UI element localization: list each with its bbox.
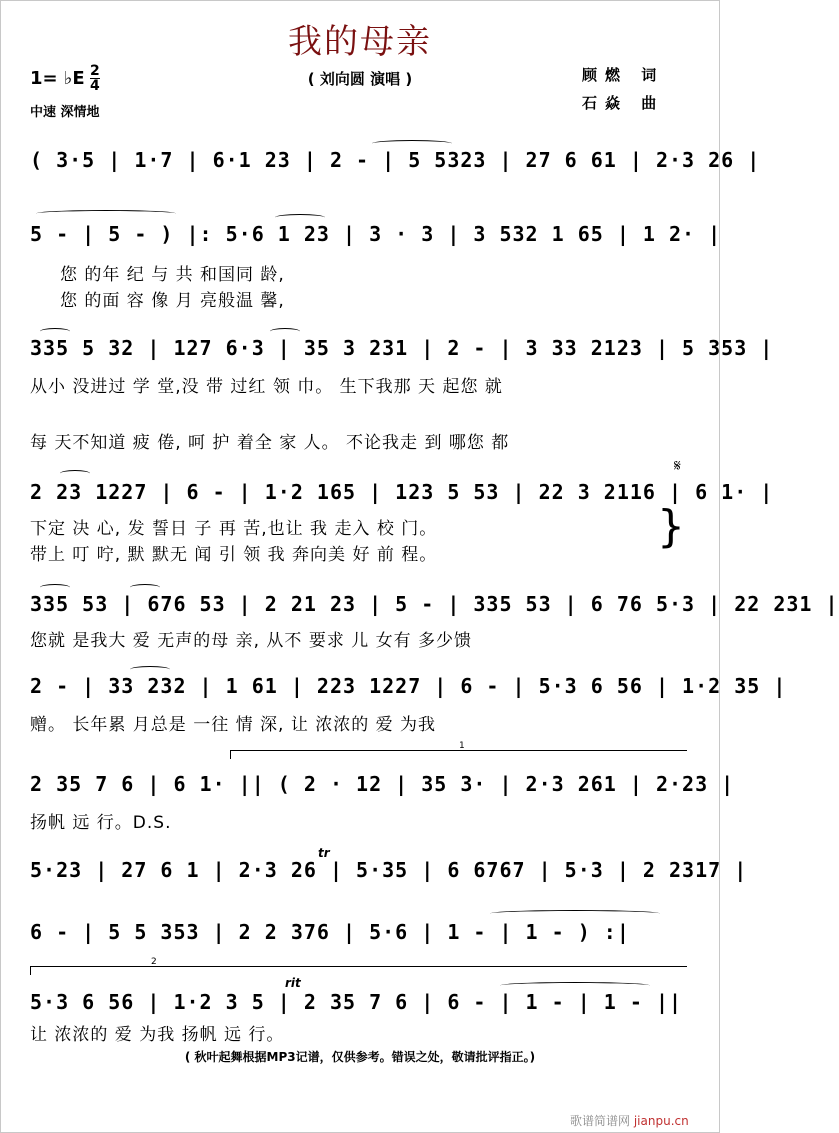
- tie: [490, 910, 660, 917]
- slur: [40, 584, 70, 591]
- lyric-row-4-verse-2: 带上 叮 咛, 默 默无 闻 引 领 我 奔向美 好 前 程。: [30, 545, 438, 565]
- composer-credit: 石焱 曲: [582, 94, 665, 112]
- lyric-row-6-verse-1: 赠。 长年累 月总是 一往 情 深, 让 浓浓的 爱 为我: [30, 715, 437, 735]
- slur: [270, 328, 300, 335]
- volta-bracket-1: [230, 741, 687, 759]
- time-signature-top: 2: [90, 63, 100, 79]
- ritardando-mark: rit: [285, 976, 301, 990]
- staff-row-3: 335 5 32 | 127 6·3 | 35 3 231 | 2 - | 3 33 2123 | 5 353 |: [30, 336, 774, 360]
- lyric-row-3-verse-2: 每 天不知道 疲 倦, 呵 护 着全 家 人。 不论我走 到 哪您 都: [30, 433, 510, 453]
- transcription-note: ( 秋叶起舞根据MP3记谱，仅供参考。错误之处，敬请批评指正。): [184, 1050, 536, 1064]
- time-signature: [90, 64, 100, 93]
- volta-2-number: 2: [151, 957, 157, 967]
- staff-row-6: 2 - | 33 232 | 1 61 | 223 1227 | 6 - | 5·3 6 56 | 1·2 35 |: [30, 674, 787, 698]
- lyric-row-10-verse-1: 让 浓浓的 爱 为我 扬帆 远 行。: [30, 1025, 285, 1045]
- lyric-row-2-verse-1: 您 的年 纪 与 共 和国同 龄,: [60, 265, 285, 285]
- slur: [130, 666, 170, 673]
- singer-credit: ( 刘向圆 演唱 ): [307, 70, 413, 88]
- slur: [372, 140, 452, 147]
- slur: [60, 470, 90, 477]
- staff-row-5: 335 53 | 676 53 | 2 21 23 | 5 - | 335 53 | 6 76 5·3 | 22 231 |: [30, 592, 839, 616]
- slur: [40, 328, 70, 335]
- lyric-row-5-verse-1: 您就 是我大 爱 无声的母 亲, 从不 要求 儿 女有 多少馈: [30, 631, 473, 651]
- slur: [275, 214, 325, 221]
- watermark: [570, 1112, 689, 1129]
- tie: [500, 982, 650, 989]
- watermark-site: 歌谱简谱网: [570, 1114, 631, 1128]
- staff-row-8: 5·23 | 27 6 1 | 2·3 26 | 5·35 | 6 6767 | 5·3 | 2 2317 |: [30, 858, 748, 882]
- lyric-row-2-verse-2: 您 的面 容 像 月 亮般温 馨,: [60, 291, 285, 311]
- staff-row-4: 2 23 1227 | 6 - | 1·2 165 | 123 5 53 | 22 3 2116 | 6 1· |: [30, 480, 774, 504]
- lyric-row-3-verse-1: 从小 没进过 学 堂,没 带 过红 领 巾。 生下我那 天 起您 就: [30, 377, 503, 397]
- tie: [36, 210, 176, 217]
- song-title: 我的母亲: [288, 22, 432, 62]
- staff-row-2: 5 - | 5 - ) |: 5·6 1 23 | 3 · 3 | 3 532 1 65 | 1 2· |: [30, 222, 722, 246]
- lyric-row-7-verse-1: 扬帆 远 行。D.S.: [30, 813, 172, 833]
- trill-mark: tr: [318, 846, 330, 860]
- lyricist-credit: 顾燃 词: [582, 66, 665, 84]
- slur: [130, 584, 160, 591]
- staff-row-1: ( 3·5 | 1·7 | 6·1 23 | 2 - | 5 5323 | 27 6 61 | 2·3 26 |: [30, 148, 761, 172]
- verse-brace: }: [657, 501, 685, 552]
- staff-row-10: 5·3 6 56 | 1·2 3 5 | 2 35 7 6 | 6 - | 1 - | 1 - ||: [30, 990, 683, 1014]
- tempo-marking: 中速 深情地: [30, 105, 100, 120]
- lyric-row-4-verse-1: 下定 决 心, 发 誓日 子 再 苦,也让 我 走入 校 门。: [30, 519, 438, 539]
- staff-row-9: 6 - | 5 5 353 | 2 2 376 | 5·6 | 1 - | 1 - ) :|: [30, 920, 630, 944]
- key-signature: 1= ♭E: [30, 68, 85, 89]
- staff-row-7: 2 35 7 6 | 6 1· || ( 2 · 12 | 35 3· | 2·3 261 | 2·23 |: [30, 772, 735, 796]
- volta-bracket-2: [30, 957, 687, 975]
- segno-icon: 𝄋: [674, 456, 681, 475]
- time-signature-bottom: 4: [90, 78, 100, 94]
- volta-1-number: 1: [459, 741, 465, 751]
- watermark-url: jianpu.cn: [633, 1114, 689, 1128]
